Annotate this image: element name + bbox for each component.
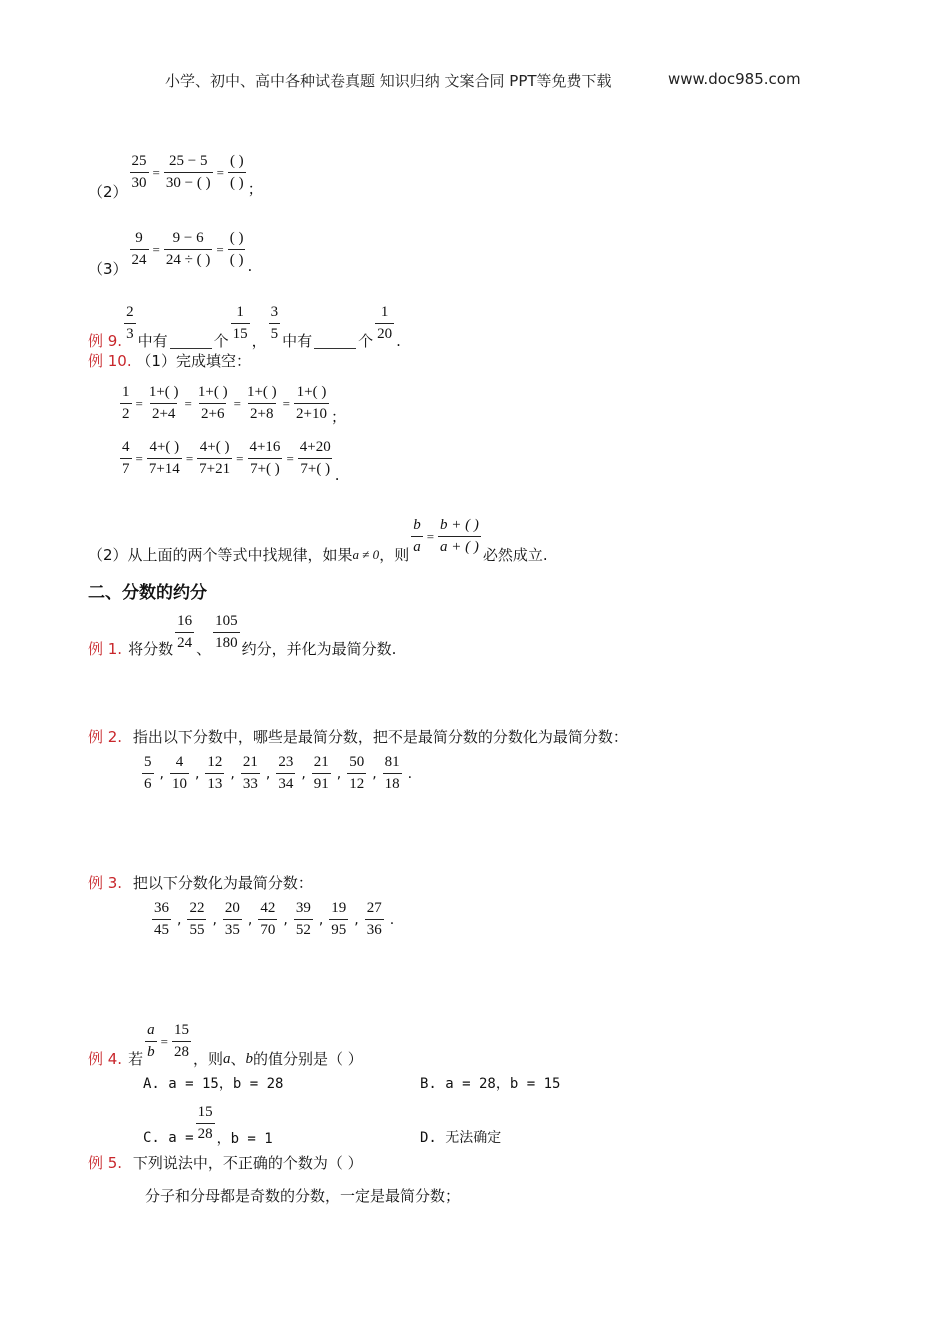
e3-label: 例 3. xyxy=(88,874,123,892)
section-title: 二、分数的约分 xyxy=(88,583,207,603)
ex9-frac-2: 1 15 xyxy=(232,304,248,342)
ex10-r1-end: ； xyxy=(330,408,346,426)
e2-text: 指出以下分数中，哪些是最简分数，把不是最简分数的分数化为最简分数： xyxy=(132,728,628,746)
e3-frac-3: 42 70 xyxy=(260,900,276,938)
e5-label: 例 5. xyxy=(88,1154,123,1172)
header-left: 小学、初中、高中各种试卷真题 知识归纳 文案合同 PPT等免费下载 xyxy=(165,72,612,90)
q3-frac-1: $\frac{9}{24}$ xyxy=(131,230,147,268)
ex9-text-4: 个 xyxy=(358,332,374,350)
e3-fractions: 36 45 , 22 55 , 20 35 , 42 70 , 39 52 , 19 95 , 27 36 . xyxy=(154,900,395,938)
e3-heading xyxy=(88,876,313,891)
e4-option-a[interactable]: A. a = 15，b = 28 xyxy=(143,1076,284,1092)
ex10-r1-frac-1: $\frac{1+( )}{2+4}$ xyxy=(148,384,179,422)
q2-frac-1: $\frac{25}{30}$ xyxy=(131,153,147,191)
q2-frac-2: $\frac{25 - 5}{30 - ( )}$ xyxy=(165,153,211,191)
e4-option-c-frac: $\frac{15}{28}$ xyxy=(197,1103,213,1142)
e1-frac-1: 16 24 xyxy=(177,613,193,651)
e1-row xyxy=(88,608,396,657)
ex9-text-3: 中有 xyxy=(282,332,313,350)
ex9-text-1: 中有 xyxy=(137,332,168,350)
e4-left-frac: $\frac{a}{b}$ xyxy=(147,1022,155,1060)
e2-frac-5: 21 91 xyxy=(313,754,329,792)
e4-option-c-post: ，b = 1 xyxy=(216,1131,273,1147)
ex10-r2-frac-1: $\frac{4+( )}{7+14}$ xyxy=(148,439,180,477)
ex9-end: . xyxy=(396,332,401,350)
e2-frac-3: 21 33 xyxy=(242,754,258,792)
e2-end: . xyxy=(407,765,413,782)
ex10-row-1: $\frac{1}{2}$ = $\frac{1+( )}{2+4}$ = $\frac{1+( )}{2+6}$ = $\frac{1+( )}{2+8}$ = $\frac{1+( )}{2+10}$ ； xyxy=(122,384,346,426)
q3-frac-3: ( ) ( ) xyxy=(229,230,244,268)
e3-frac-4: 39 52 xyxy=(295,900,311,938)
ex10-part2-text-b: ，则 xyxy=(379,546,410,564)
e4-label: 例 4. xyxy=(88,1050,123,1068)
ex10-right-frac: $\frac{b + ( )}{a + ( )}$ xyxy=(440,517,479,555)
e1-sep: 、 xyxy=(196,640,212,658)
q3-row: （3） $\frac{9}{24}$ = $\frac{9 - 6}{24 \div ( )}$ = ( ) ( ) . xyxy=(88,230,253,278)
ex9-frac-3: 3 5 xyxy=(270,304,279,342)
e4-text-3: 的值分别是（ ） xyxy=(252,1050,363,1068)
ex10-r2-frac-3: $\frac{4+16}{7+( )}$ xyxy=(249,439,281,477)
ex10-r2-frac-4: $\frac{4+20}{7+( )}$ xyxy=(299,439,331,477)
e3-frac-0: 36 45 xyxy=(154,900,169,938)
e4-text-2: ，则 xyxy=(192,1050,223,1068)
e2-frac-4: 23 34 xyxy=(278,754,294,792)
ex10-heading xyxy=(88,354,251,369)
ex9-label: 例 9. xyxy=(88,332,123,350)
e4-var-a: a xyxy=(222,1051,231,1067)
e4-option-d[interactable]: D. 无法确定 xyxy=(420,1130,502,1146)
ex9-frac-4: 1 20 xyxy=(377,304,393,342)
ex10-part2: （2）从上面的两个等式中找规律，如果 a ≠ 0 ，则 $\frac{b}{a}$ = $\frac{b + ( )}{a + ( )}$ 必然成立. xyxy=(88,517,548,564)
e5-text: 下列说法中，不正确的个数为（ ） xyxy=(132,1154,363,1172)
q2-frac-3: ( ) ( ) xyxy=(229,153,244,191)
e3-text: 把以下分数化为最简分数： xyxy=(132,874,313,892)
e3-frac-1: 22 55 xyxy=(189,900,205,938)
e2-label: 例 2. xyxy=(88,728,123,746)
ex9-blank-2[interactable] xyxy=(314,334,356,349)
ex9-text-2: 个 xyxy=(213,332,229,350)
ex9-row xyxy=(88,298,401,349)
e5-statement-1: 分子和分母都是奇数的分数，一定是最简分数； xyxy=(145,1187,461,1205)
e3-frac-2: 20 35 xyxy=(224,900,240,938)
ex10-left-frac: $\frac{b}{a}$ xyxy=(413,517,421,555)
e4-text-1: 若 xyxy=(128,1050,144,1068)
ex9-blank-1[interactable] xyxy=(170,334,212,349)
e4-var-b: b xyxy=(245,1051,253,1067)
e4-option-b[interactable]: B. a = 28，b = 15 xyxy=(420,1076,561,1092)
ex10-r2-frac-0: $\frac{4}{7}$ xyxy=(122,439,130,477)
ex10-title: （1）完成填空： xyxy=(136,352,251,370)
e2-frac-1: 4 10 xyxy=(171,754,187,792)
ex10-r2-frac-2: $\frac{4+( )}{7+21}$ xyxy=(199,439,231,477)
q2-row: （2） $\frac{25}{30}$ = $\frac{25 - 5}{30 - ( )}$ = ( ) ( ) ； xyxy=(88,153,263,201)
ex10-part2-text-c: 必然成立. xyxy=(482,546,548,564)
ex10-r1-frac-2: $\frac{1+( )}{2+6}$ xyxy=(197,384,228,422)
e2-frac-7: 81 18 xyxy=(384,754,400,792)
e4-dun: 、 xyxy=(230,1050,246,1068)
ex10-condition: a ≠ 0 xyxy=(352,546,380,562)
ex10-r1-frac-0: $\frac{1}{2}$ xyxy=(122,384,130,422)
ex10-part2-text-a: （2）从上面的两个等式中找规律，如果 xyxy=(88,546,353,564)
ex10-label: 例 10. xyxy=(88,352,132,370)
e3-frac-5: 19 95 xyxy=(331,900,347,938)
q3-label: （3） xyxy=(88,260,128,278)
e2-heading xyxy=(88,730,628,745)
q2-end: ； xyxy=(247,180,263,198)
q2-label: （2） xyxy=(88,183,128,201)
ex10-r1-frac-3: $\frac{1+( )}{2+8}$ xyxy=(246,384,277,422)
e3-frac-6: 27 36 xyxy=(366,900,382,938)
e1-text-2: 约分，并化为最简分数. xyxy=(241,640,397,658)
ex10-row-2: $\frac{4}{7}$ = $\frac{4+( )}{7+14}$ = $\frac{4+( )}{7+21}$ = $\frac{4+16}{7+( )}$ = $\frac{4+20}{7+( )}$ . xyxy=(122,439,340,484)
e4-option-c-pre: C. a = xyxy=(143,1130,194,1146)
e1-frac-2: 105 180 xyxy=(215,613,238,651)
e2-frac-0: 5 6 xyxy=(144,754,152,792)
e2-frac-6: 50 12 xyxy=(349,754,365,792)
q3-frac-2: $\frac{9 - 6}{24 \div ( )}$ xyxy=(165,230,211,268)
q3-end: . xyxy=(247,257,253,275)
e4-right-frac: $\frac{15}{28}$ xyxy=(173,1022,189,1060)
header-right: www.doc985.com xyxy=(668,70,801,88)
ex10-r2-end: . xyxy=(334,466,340,484)
e2-fractions: 5 6 , 4 10 , 12 13 , 21 33 , 23 34 , 21 91 , 50 12 , 81 18 . xyxy=(144,754,413,792)
e3-end: . xyxy=(389,911,395,928)
e4-row: 例 4. 若 $\frac{a}{b}$ = $\frac{15}{28}$ ，则 a 、 b 的值分别是（ ） xyxy=(88,1022,363,1068)
e1-label: 例 1. xyxy=(88,640,123,658)
e2-frac-2: 12 13 xyxy=(207,754,223,792)
ex10-r1-frac-4: $\frac{1+( )}{2+10}$ xyxy=(295,384,327,422)
e5-heading xyxy=(88,1156,363,1171)
ex9-comma: ， xyxy=(251,332,267,350)
ex9-frac-1: 2 3 xyxy=(126,304,134,342)
e4-option-c[interactable] xyxy=(143,1098,273,1148)
e1-text-1: 将分数 xyxy=(128,640,174,658)
